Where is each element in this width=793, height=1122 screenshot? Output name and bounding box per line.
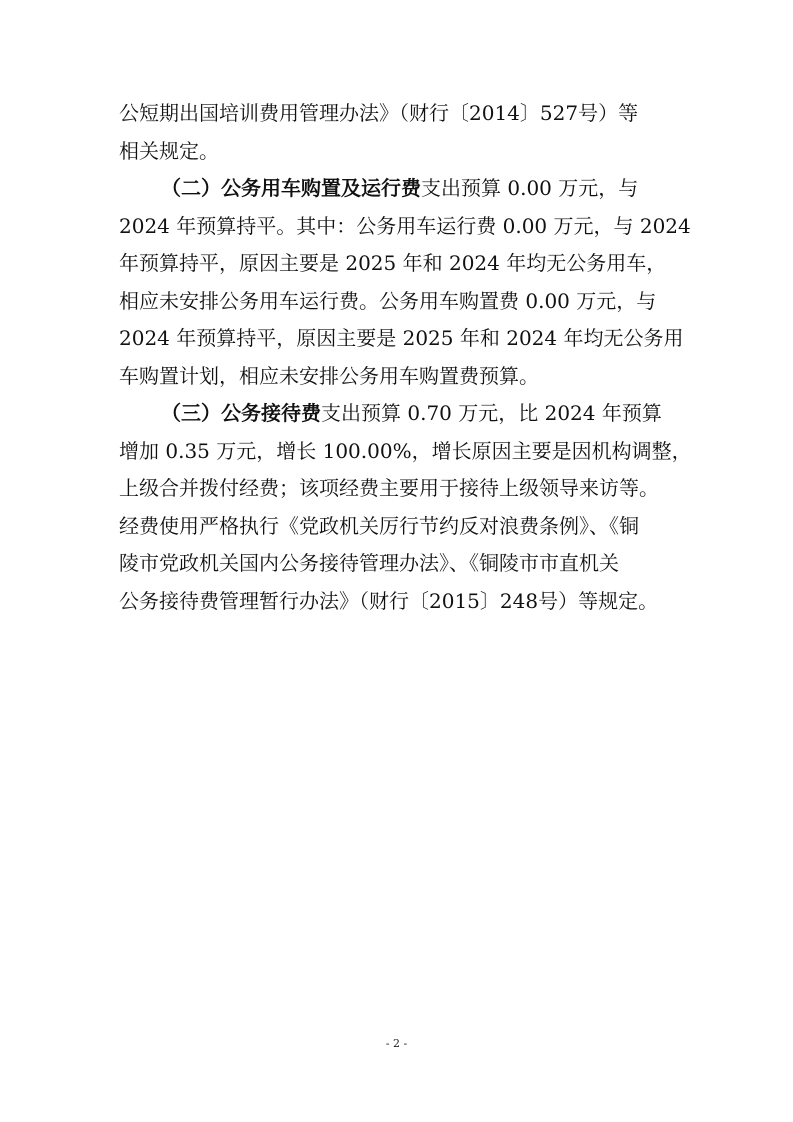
line-text: 2024 年预算持平，原因主要是 2025 年和 2024 年均无公务用: [119, 326, 684, 350]
line-text: 上级合并拨付经费；该项经费主要用于接待上级领导来访等。: [119, 476, 659, 500]
line-text: 增加 0.35 万元，增长 100.00%，增长原因主要是因机构调整，: [119, 438, 692, 463]
text-line: [119, 208, 691, 246]
line-text: 支出预算 0.00 万元，与: [421, 176, 639, 200]
text-line: [119, 508, 679, 546]
line-text: 相应未安排公务用车运行费。公务用车购置费 0.00 万元，与: [119, 288, 657, 313]
text-line: [119, 95, 679, 133]
line-text: 公短期出国培训费用管理办法》（财行〔2014〕527号）等: [119, 101, 639, 125]
line-text: 陵市党政机关国内公务接待管理办法》、《铜陵市市直机关: [119, 551, 619, 575]
text-line: [119, 433, 692, 471]
text-line: [119, 245, 679, 283]
section-heading-line: [119, 395, 679, 433]
text-line: [119, 320, 684, 358]
text-line: [119, 358, 679, 396]
line-text: 经费使用严格执行《党政机关厉行节约反对浪费条例》、《铜: [119, 513, 639, 538]
document-body: [119, 95, 692, 620]
section-heading-reception: （三）公务接待费: [161, 401, 321, 425]
line-text: 2024 年预算持平。其中：公务用车运行费 0.00 万元，与 2024: [119, 213, 691, 238]
line-text: 车购置计划，相应未安排公务用车购置费预算。: [119, 363, 539, 388]
line-text: 相关规定。: [119, 138, 219, 163]
text-line: [119, 133, 679, 171]
section-heading-vehicle: （二）公务用车购置及运行费: [161, 176, 421, 200]
page-number: - 2 -: [385, 1037, 408, 1050]
text-line: [119, 545, 679, 583]
line-text: 支出预算 0.70 万元，比 2024 年预算: [321, 401, 662, 425]
text-line: [119, 583, 679, 621]
text-line: [119, 470, 679, 508]
section-heading-line: [119, 170, 679, 208]
line-text: 年预算持平，原因主要是 2025 年和 2024 年均无公务用车，: [119, 251, 667, 275]
line-text: 公务接待费管理暂行办法》（财行〔2015〕248号）等规定。: [119, 588, 659, 613]
text-line: [119, 283, 679, 321]
